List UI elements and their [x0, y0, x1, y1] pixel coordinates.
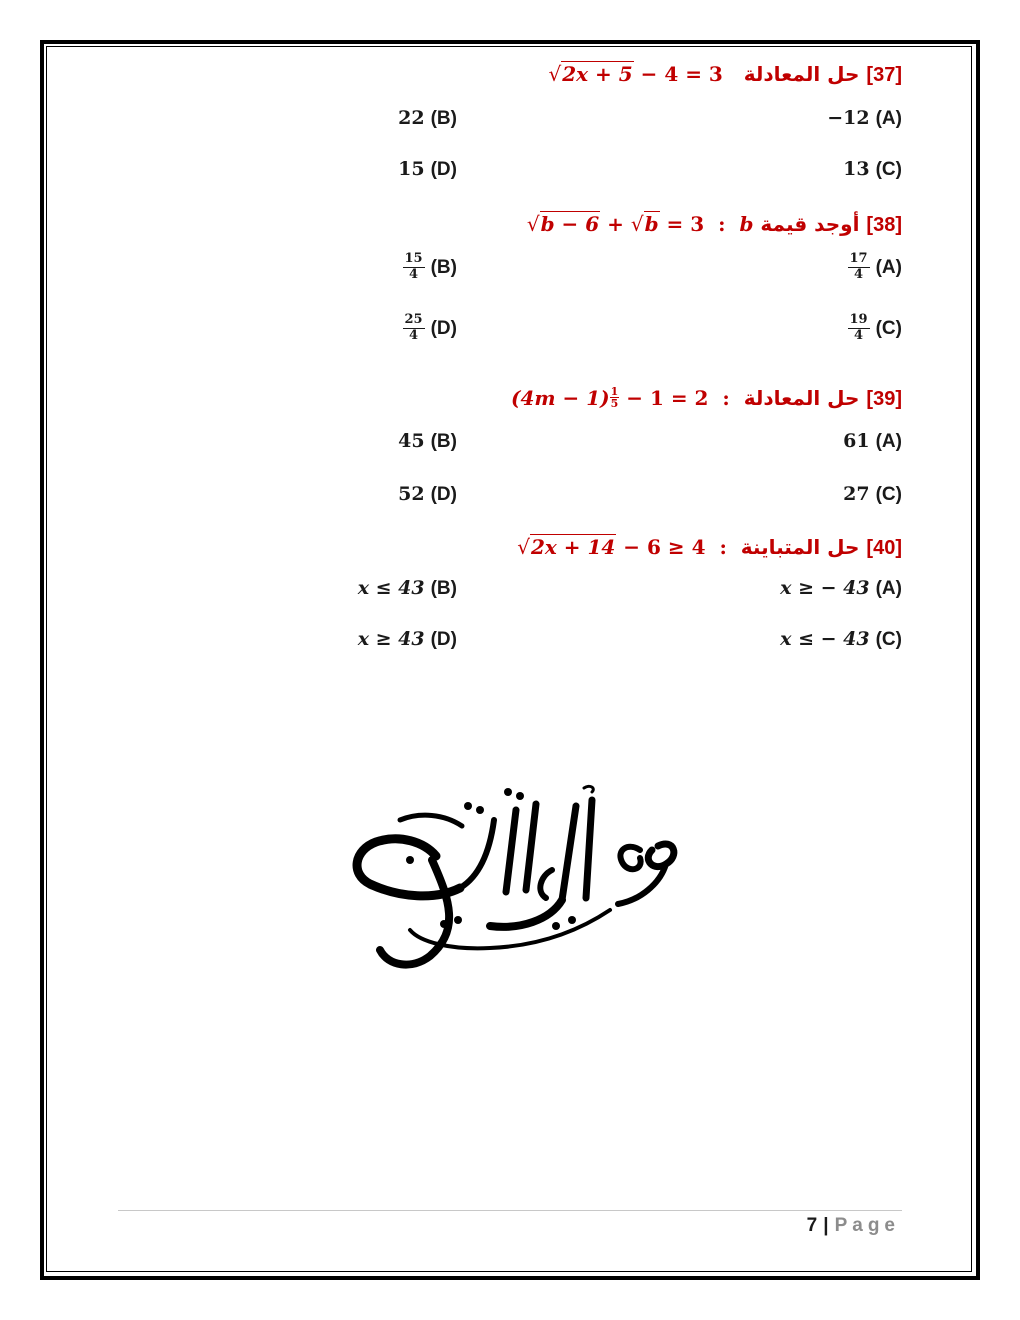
option-value: 52 — [398, 483, 425, 505]
option-fraction — [403, 313, 425, 344]
option-label: (C) — [875, 484, 902, 505]
radicand: 2x + 5 — [562, 62, 633, 86]
equation-exponent — [610, 386, 620, 409]
exponent-denominator: 5 — [610, 397, 619, 410]
fraction-numerator: 19 — [849, 312, 868, 327]
option-label: (B) — [430, 431, 457, 452]
option-39-a[interactable] — [843, 430, 902, 453]
calligraphy-best-wishes-image — [340, 780, 690, 980]
option-40-b[interactable] — [358, 577, 457, 600]
question-prompt: حل المعادلة — [743, 62, 860, 86]
option-37-a[interactable] — [827, 107, 902, 130]
option-label: (D) — [430, 484, 457, 505]
option-fraction — [848, 313, 870, 344]
option-fraction — [848, 252, 870, 283]
question-colon: : — [719, 535, 727, 559]
equation-rest: = 3 — [659, 212, 705, 236]
equation-base: (4m − 1) — [511, 386, 610, 410]
option-label: (D) — [430, 629, 457, 650]
option-value: −12 — [827, 107, 870, 129]
question-inequality: √2x + 14 − 6 ≥ 4 — [517, 535, 706, 559]
option-value: 27 — [843, 483, 870, 505]
option-value: 45 — [398, 430, 425, 452]
option-label: (B) — [430, 108, 457, 129]
question-39 — [511, 386, 902, 411]
option-38-d[interactable] — [403, 313, 457, 344]
option-39-b[interactable] — [398, 430, 457, 453]
option-38-c[interactable] — [848, 313, 902, 344]
fraction-numerator: 15 — [404, 251, 423, 266]
option-39-d[interactable] — [398, 483, 457, 506]
fraction-denominator: 4 — [409, 327, 419, 343]
option-37-c[interactable] — [843, 158, 902, 181]
option-label: (D) — [430, 159, 457, 180]
option-label: (A) — [875, 256, 902, 278]
question-colon: : — [718, 212, 726, 236]
page-number-footer — [807, 1215, 900, 1237]
option-37-d[interactable] — [398, 158, 457, 181]
page-separator: | — [823, 1215, 829, 1236]
question-number: [40] — [866, 537, 902, 559]
equation-rest: − 4 = 3 — [633, 62, 723, 86]
option-value: 13 — [843, 158, 870, 180]
fraction-denominator: 4 — [854, 327, 864, 343]
option-value: x ≤ − 43 — [780, 628, 870, 650]
option-40-c[interactable] — [780, 628, 902, 651]
exponent-numerator: 1 — [610, 385, 619, 398]
option-40-a[interactable] — [780, 577, 902, 600]
radicand-1: b − 6 — [540, 212, 600, 236]
equation-plus: + — [600, 212, 631, 236]
option-38-b[interactable] — [403, 252, 457, 283]
question-number: [39] — [866, 388, 902, 410]
option-label: (A) — [875, 108, 902, 129]
radicand-2: b — [644, 212, 659, 236]
option-label: (D) — [430, 317, 457, 339]
page-label: Page — [834, 1215, 900, 1236]
option-37-b[interactable] — [398, 107, 457, 130]
option-label: (C) — [875, 629, 902, 650]
question-prompt: حل المتباينة — [740, 535, 860, 559]
question-equation — [511, 386, 708, 410]
option-value: x ≥ 43 — [357, 628, 425, 650]
question-37 — [548, 62, 902, 87]
question-number: [38] — [866, 214, 902, 236]
option-label: (B) — [430, 256, 457, 278]
option-value: x ≤ 43 — [357, 577, 425, 599]
question-prompt: أوجد قيمة — [760, 212, 860, 236]
question-equation: √b − 6 + √b = 3 — [526, 212, 705, 236]
option-39-c[interactable] — [843, 483, 902, 506]
fraction-numerator: 17 — [849, 251, 868, 266]
question-number: [37] — [866, 64, 902, 86]
option-value: 22 — [398, 107, 425, 129]
option-40-d[interactable] — [358, 628, 457, 651]
option-value: 61 — [843, 430, 870, 452]
option-label: (A) — [875, 578, 902, 599]
option-label: (B) — [430, 578, 457, 599]
option-fraction — [403, 252, 425, 283]
option-value: x ≥ − 43 — [780, 577, 870, 599]
equation-rest: − 1 = 2 — [619, 386, 709, 410]
fraction-numerator: 25 — [404, 312, 423, 327]
inequality-rest: − 6 ≥ 4 — [616, 535, 706, 559]
question-38 — [527, 212, 902, 237]
page-number: 7 — [806, 1215, 818, 1236]
fraction-denominator: 4 — [409, 266, 419, 282]
question-colon: : — [722, 386, 730, 410]
radicand: 2x + 14 — [530, 535, 616, 559]
option-label: (C) — [875, 159, 902, 180]
question-equation: √2x + 5 − 4 = 3 — [548, 62, 723, 86]
option-label: (A) — [875, 431, 902, 452]
option-38-a[interactable] — [848, 252, 902, 283]
footer-divider — [118, 1210, 902, 1211]
option-value: 15 — [398, 158, 425, 180]
question-40 — [517, 535, 902, 560]
fraction-denominator: 4 — [854, 266, 864, 282]
question-variable: b — [739, 212, 754, 236]
question-prompt: حل المعادلة — [743, 386, 860, 410]
option-label: (C) — [875, 317, 902, 339]
